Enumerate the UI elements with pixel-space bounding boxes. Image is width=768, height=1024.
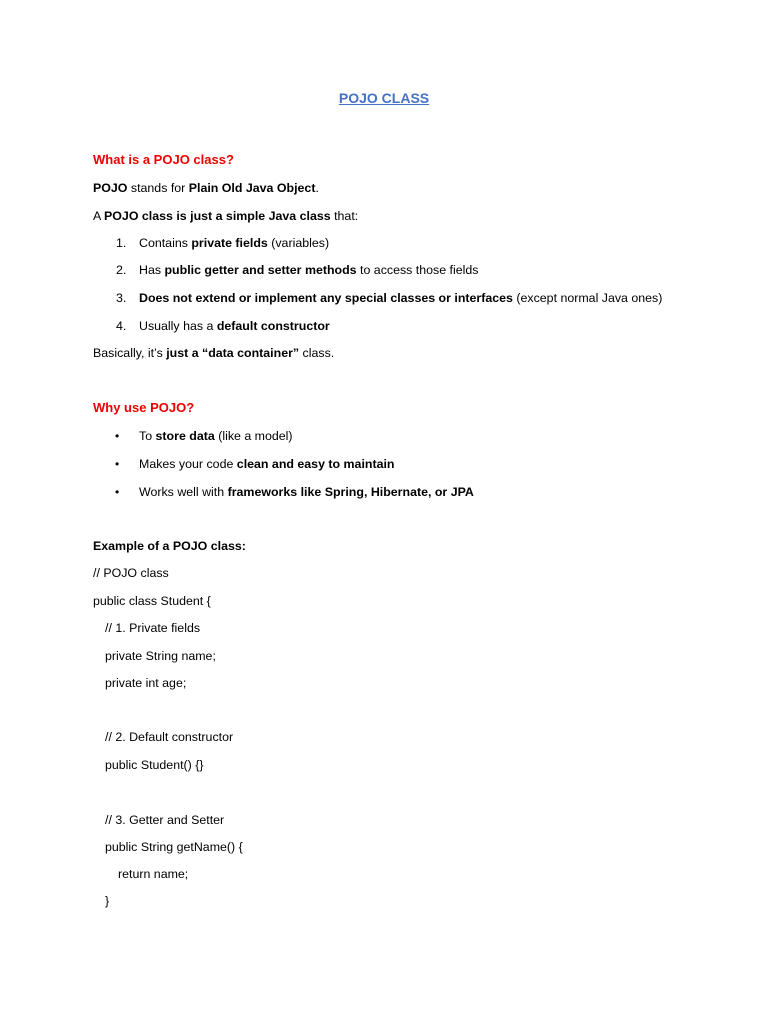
example-heading: Example of a POJO class:: [93, 539, 246, 553]
bullet-item: [139, 456, 395, 472]
text: to access those fields: [356, 263, 479, 277]
text: (except normal Java ones): [512, 291, 663, 305]
text: To: [139, 429, 156, 443]
code-line: // 3. Getter and Setter: [105, 813, 225, 827]
bold-text: Plain Old Java Object: [188, 181, 316, 195]
code-line: public Student() {}: [105, 758, 204, 772]
bold-text: store data: [155, 429, 215, 443]
code-line: private int age;: [105, 676, 187, 690]
paragraph-pojo-stands-for: [93, 180, 319, 196]
bullet-icon: •: [115, 485, 120, 499]
text: Usually has a: [139, 319, 217, 333]
code-line: public String getName() {: [105, 840, 243, 854]
code-line: private String name;: [105, 649, 216, 663]
bold-text: POJO class is just a simple Java class: [104, 209, 331, 223]
bold-text: POJO: [93, 181, 128, 195]
text: Basically, it’s: [93, 346, 167, 360]
list-item: [139, 262, 478, 278]
text: class.: [299, 346, 335, 360]
list-item: [139, 290, 662, 306]
text: Works well with: [139, 485, 228, 499]
bullet-item: [139, 484, 474, 500]
code-line: public class Student {: [93, 594, 211, 608]
code-line: // 2. Default constructor: [105, 730, 234, 744]
code-line: }: [105, 894, 110, 908]
bold-text: default constructor: [216, 319, 330, 333]
bold-text: just a “data container”: [166, 346, 300, 360]
list-number: 4.: [116, 319, 127, 333]
code-line: // 1. Private fields: [105, 621, 201, 635]
text: .: [315, 181, 319, 195]
list-number: 1.: [116, 236, 127, 250]
bullet-item: [139, 428, 293, 444]
text: that:: [330, 209, 359, 223]
text: Contains: [139, 236, 192, 250]
bold-text: Does not extend or implement any special classes or interfaces: [139, 291, 513, 305]
text: (variables): [267, 236, 330, 250]
bold-text: public getter and setter methods: [164, 263, 357, 277]
bullet-icon: •: [115, 429, 120, 443]
text: A: [93, 209, 105, 223]
text: Has: [139, 263, 165, 277]
list-item: [139, 235, 329, 251]
text: stands for: [127, 181, 189, 195]
list-number: 2.: [116, 263, 127, 277]
section-heading-what-is-pojo: What is a POJO class?: [93, 152, 234, 167]
paragraph-pojo-simple-class: [93, 208, 358, 224]
code-line: // POJO class: [93, 566, 169, 580]
list-item: [139, 318, 330, 334]
bold-text: private fields: [191, 236, 268, 250]
code-line: return name;: [118, 867, 189, 881]
bold-text: clean and easy to maintain: [236, 457, 395, 471]
section-heading-why-use-pojo: Why use POJO?: [93, 400, 195, 415]
page-title: POJO CLASS: [338, 90, 430, 106]
list-number: 3.: [116, 291, 127, 305]
bold-text: frameworks like Spring, Hibernate, or JPA: [227, 485, 474, 499]
text: Makes your code: [139, 457, 237, 471]
bullet-icon: •: [115, 457, 120, 471]
text: (like a model): [214, 429, 293, 443]
paragraph-data-container: [93, 345, 334, 361]
